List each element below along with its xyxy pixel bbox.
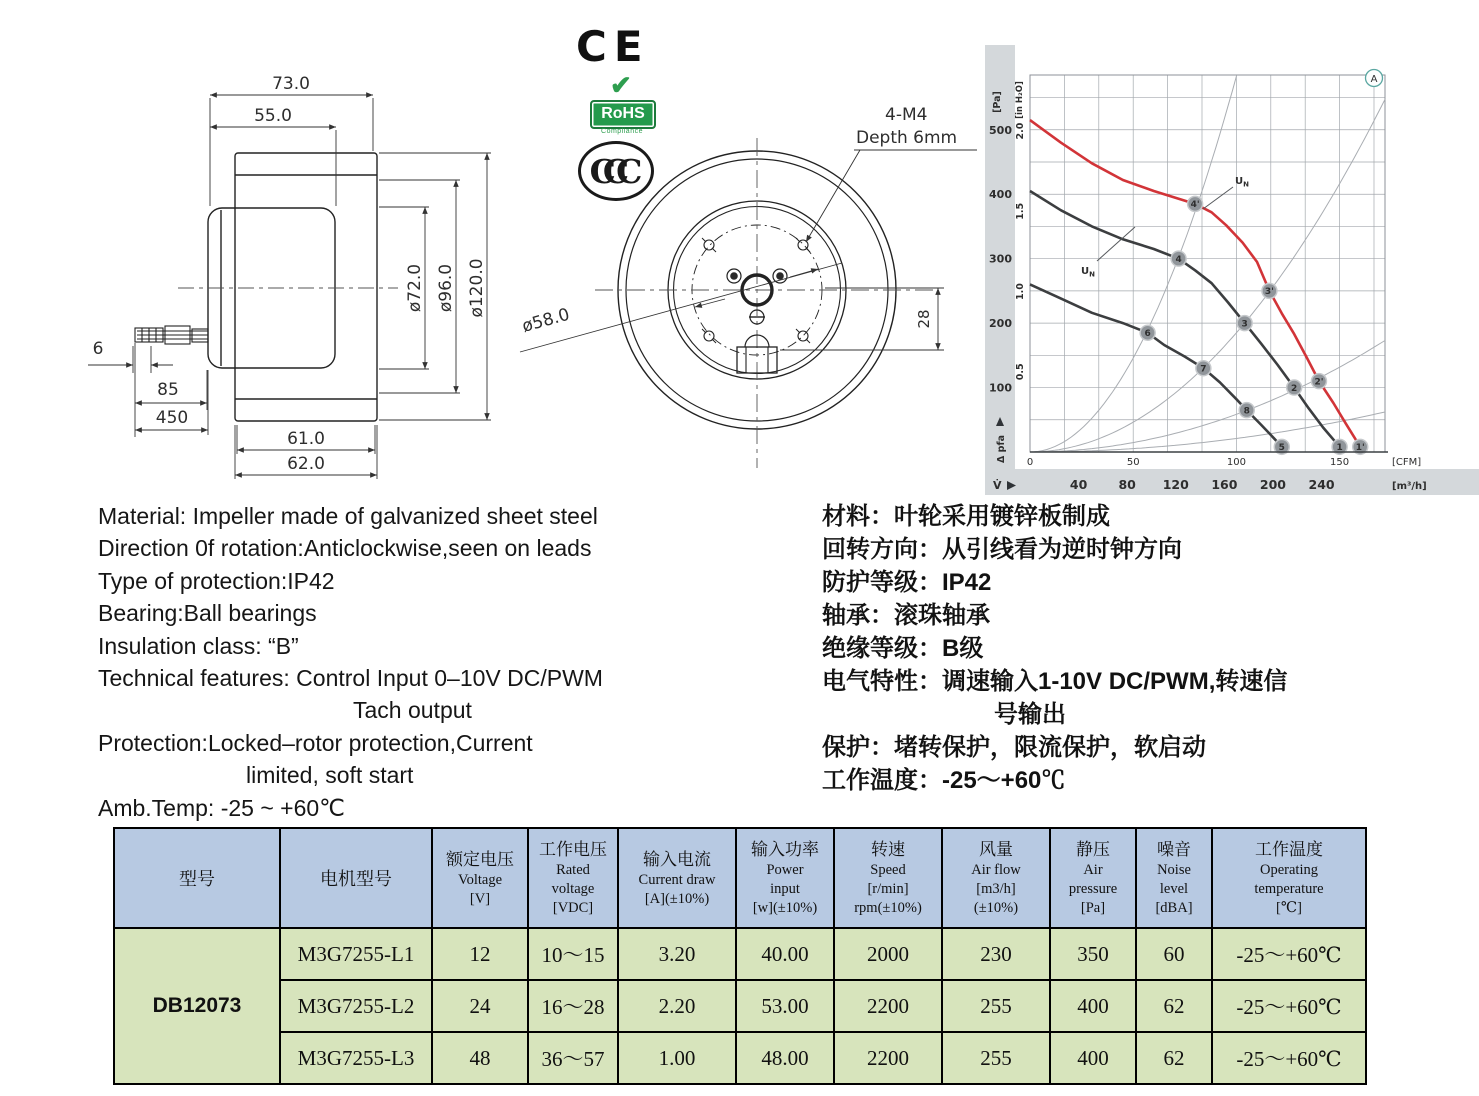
svg-text:100: 100: [989, 381, 1012, 395]
col-header-motor-model: 电机型号: [280, 828, 432, 928]
table-header-row: [114, 828, 1366, 928]
spec-line-insulation: Insulation class: “B”: [98, 632, 299, 659]
rohs-logo: RoHS: [590, 100, 656, 129]
model-cell: DB12073: [114, 928, 280, 1084]
spec-line-bearing: Bearing:Ball bearings: [98, 600, 317, 627]
ce-mark-logo: CE: [576, 22, 650, 71]
spec-line-protection-zh: 保护：堵转保护，限流保护，软启动: [822, 734, 1206, 761]
spec-line-limited: limited, soft start: [246, 762, 414, 789]
table-row: [114, 928, 1366, 980]
svg-text:A: A: [1370, 74, 1378, 85]
col-header-voltage: 额定电压 Voltage [V]: [432, 828, 528, 928]
svg-text:1.0: 1.0: [1015, 283, 1026, 300]
voltage-cell: 12: [432, 928, 528, 980]
col-header-temp: 工作温度 Operating temperature [℃]: [1212, 828, 1366, 928]
hub-and-holes: [702, 238, 810, 373]
nominal-voltage-label: $U_N$: [1235, 176, 1249, 189]
dim-450: 450: [155, 408, 189, 428]
airflow-cell: 255: [942, 1032, 1050, 1084]
dim-28: 28: [915, 309, 933, 329]
rated-voltage-cell: 36～57: [528, 1032, 618, 1084]
nominal-voltage-label: $U_N$: [1081, 266, 1095, 279]
svg-text:50: 50: [1126, 457, 1140, 468]
dim-55: 55.0: [254, 106, 292, 126]
voltage-cell: 24: [432, 980, 528, 1032]
temp-cell: -25～+60℃: [1212, 928, 1366, 980]
current-cell: 1.00: [618, 1032, 736, 1084]
dim-62: 62.0: [287, 454, 325, 474]
x-axis-unit-m3h: [m³/h]: [1392, 481, 1427, 492]
svg-text:80: 80: [1118, 477, 1136, 492]
noise-cell: 62: [1136, 1032, 1212, 1084]
dim-96: ø96.0: [436, 263, 456, 313]
svg-text:100: 100: [1226, 457, 1246, 468]
ccc-letters: CCC: [589, 151, 630, 191]
spec-line-rotation-zh: 回转方向：从引线看为逆时钟方向: [822, 536, 1182, 563]
x-axis-unit-cfm: [CFM]: [1392, 457, 1422, 468]
dim-58: ø58.0: [519, 304, 572, 337]
temp-cell: -25～+60℃: [1212, 1032, 1366, 1084]
col-header-rated-voltage: 工作电压 Rated voltage [VDC]: [528, 828, 618, 928]
svg-text:1: 1: [1336, 443, 1343, 454]
temp-cell: -25～+60℃: [1212, 980, 1366, 1032]
col-header-current: 输入电流 Current draw [A](±10%): [618, 828, 736, 928]
rohs-checkmark-icon: ✔: [610, 70, 632, 100]
speed-cell: 2000: [834, 928, 942, 980]
svg-text:4: 4: [1175, 254, 1182, 265]
spec-line-protection: Protection:Locked–rotor protection,Current: [98, 729, 533, 756]
rohs-compliance-label: Compliance: [601, 128, 643, 135]
motor-model-cell: M3G7255-L3: [280, 1032, 432, 1084]
svg-text:500: 500: [989, 123, 1012, 137]
svg-text:6: 6: [1144, 328, 1151, 339]
y-axis-unit-inh2o: [in H₂O]: [1015, 81, 1025, 119]
airflow-cell: 255: [942, 980, 1050, 1032]
performance-chart: [985, 45, 1479, 495]
svg-text:0: 0: [1026, 457, 1034, 468]
pressure-cell: 400: [1050, 1032, 1136, 1084]
spec-line-electrical-wrap-zh: 号输出: [994, 701, 1066, 728]
svg-text:7: 7: [1200, 364, 1207, 375]
annotation-lines: [520, 150, 977, 352]
airflow-cell: 230: [942, 928, 1050, 980]
col-header-power: 输入功率 Power input [w](±10%): [736, 828, 834, 928]
speed-cell: 2200: [834, 980, 942, 1032]
col-header-model: 型号: [114, 828, 280, 928]
motor-model-cell: M3G7255-L2: [280, 980, 432, 1032]
dim-72: ø72.0: [405, 263, 425, 313]
svg-text:150: 150: [1330, 457, 1350, 468]
fan-housing-outline: [208, 153, 377, 421]
svg-text:300: 300: [989, 252, 1012, 266]
specs-english: [98, 500, 798, 824]
spec-line-protection-type: Type of protection:IP42: [98, 567, 335, 594]
svg-text:1.5: 1.5: [1015, 202, 1026, 220]
voltage-cell: 48: [432, 1032, 528, 1084]
col-header-pressure: 静压 Air pressure [Pa]: [1050, 828, 1136, 928]
screw-depth-label: Depth 6mm: [856, 128, 958, 148]
svg-text:2': 2': [1314, 377, 1324, 388]
svg-text:400: 400: [989, 188, 1012, 202]
noise-cell: 60: [1136, 928, 1212, 980]
spec-line-technical: Technical features: Control Input 0–10V DC/PWM: [98, 665, 603, 692]
motor-model-cell: M3G7255-L1: [280, 928, 432, 980]
y-axis-unit-pa: [Pa]: [992, 91, 1003, 113]
col-header-airflow: 风量 Air flow [m3/h] (±10%): [942, 828, 1050, 928]
front-view-drawing: [480, 100, 980, 492]
spec-table: [113, 827, 1367, 1085]
table-row: [114, 980, 1366, 1032]
current-cell: 3.20: [618, 928, 736, 980]
dim-73: 73.0: [272, 74, 310, 94]
svg-text:40: 40: [1069, 477, 1088, 492]
y-axis-symbol: Δ pfa: [996, 434, 1007, 463]
pressure-cell: 350: [1050, 928, 1136, 980]
svg-text:4': 4': [1190, 200, 1200, 211]
svg-text:2.0: 2.0: [1015, 122, 1026, 140]
svg-text:240: 240: [1308, 477, 1335, 492]
lead-wires: [135, 326, 208, 344]
dim-120: ø120.0: [467, 258, 487, 318]
dim-85: 85: [157, 380, 179, 400]
spec-line-electrical-zh: 电气特性：调速输入1-10V DC/PWM,转速信: [822, 668, 1288, 695]
col-header-speed: 转速 Speed [r/min] rpm(±10%): [834, 828, 942, 928]
noise-cell: 62: [1136, 980, 1212, 1032]
svg-text:3': 3': [1264, 287, 1274, 298]
col-header-noise: 噪音 Noise level [dBA]: [1136, 828, 1212, 928]
screw-spec-label: 4-M4: [885, 105, 928, 125]
specs-chinese: [822, 500, 1462, 797]
spec-line-material: Material: Impeller made of galvanized sheet steel: [98, 503, 598, 529]
pressure-cell: 400: [1050, 980, 1136, 1032]
svg-text:200: 200: [1259, 477, 1287, 492]
spec-line-rotation: Direction 0f rotation:Anticlockwise,seen on leads: [98, 535, 592, 562]
power-cell: 48.00: [736, 1032, 834, 1084]
dim-61: 61.0: [287, 429, 325, 449]
spec-line-insulation-zh: 绝缘等级：B级: [822, 635, 984, 662]
power-cell: 53.00: [736, 980, 834, 1032]
spec-line-amb-temp: Amb.Temp: -25 ~ +60℃: [98, 794, 346, 821]
svg-text:3: 3: [1241, 319, 1248, 330]
svg-text:120: 120: [1162, 477, 1189, 492]
spec-line-bearing-zh: 轴承：滚珠轴承: [822, 602, 990, 629]
spec-line-tach: Tach output: [353, 697, 472, 724]
svg-text:200: 200: [989, 317, 1012, 331]
spec-line-temp-zh: 工作温度：-25～+60℃: [822, 767, 1066, 794]
svg-text:0.5: 0.5: [1015, 363, 1026, 381]
svg-text:160: 160: [1211, 477, 1238, 492]
power-cell: 40.00: [736, 928, 834, 980]
rated-voltage-cell: 16～28: [528, 980, 618, 1032]
spec-line-protection-type-zh: 防护等级：IP42: [822, 569, 992, 596]
current-cell: 2.20: [618, 980, 736, 1032]
x-axis-symbol: V̇: [993, 479, 1002, 492]
spec-line-material-zh: 材料：叶轮采用镀锌板制成: [822, 503, 1110, 530]
svg-text:1': 1': [1355, 443, 1365, 454]
svg-text:5: 5: [1278, 443, 1285, 454]
table-row: [114, 1032, 1366, 1084]
speed-cell: 2200: [834, 1032, 942, 1084]
side-view-drawing: [80, 40, 510, 492]
svg-text:2: 2: [1291, 383, 1298, 394]
dim-6: 6: [92, 339, 104, 359]
rated-voltage-cell: 10～15: [528, 928, 618, 980]
svg-text:8: 8: [1243, 406, 1250, 417]
